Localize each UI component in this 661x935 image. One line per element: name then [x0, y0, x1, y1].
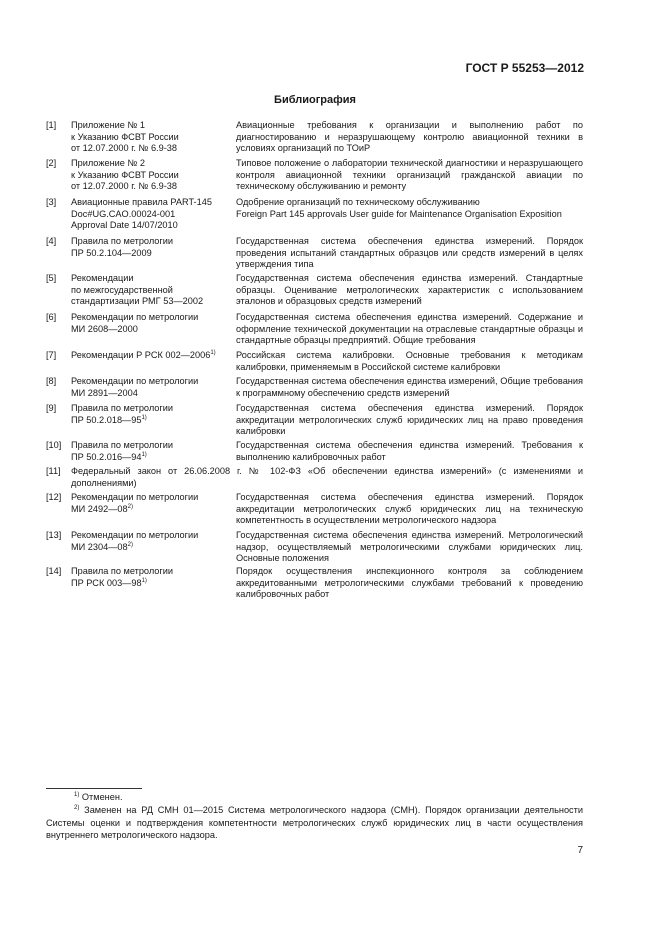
entry-source-line: МИ 2492—08$^{2)}$ [71, 503, 133, 514]
entry-description: Типовое положение о лаборатории технической диагностики и неразрушающего контроля авиационной техники организаций гражданской авиации по техническому обслуживанию и ремонту [236, 158, 583, 191]
entry-source-line: МИ 2304—08$^{2)}$ [71, 541, 133, 552]
entry-source [71, 312, 236, 335]
entry-description: Государственная система обеспечения единства измерений. Порядок проведения испытаний стандартных образцов или средств измерений в целях утверждения типа [236, 236, 583, 269]
entry-source [71, 236, 236, 259]
entry-source-line: Рекомендации по метрологии [71, 530, 199, 540]
entry-source-line: Рекомендации [71, 273, 134, 283]
entry-source-line: ПР 50.2.104—2009 [71, 247, 152, 258]
entry-source-line: Doc#UG.CAO.00024-001 [71, 208, 176, 219]
footnote-ref: 1) [141, 414, 147, 421]
entry-number: [8] [46, 376, 57, 386]
entry-source-line: от 12.07.2000 г. № 6.9-38 [71, 143, 177, 153]
entry-source-line: к Указанию ФСВТ России [71, 169, 179, 180]
entry-source-line: Рекомендации по метрологии [71, 492, 199, 502]
entry-source-line: стандартизации РМГ 53—2002 [71, 296, 204, 306]
entry-number: [4] [46, 236, 57, 246]
entry-number: [3] [46, 197, 57, 207]
entry-number: [5] [46, 273, 57, 283]
entry-source-line: от 12.07.2000 г. № 6.9-38 [71, 181, 177, 191]
entry-source-line: Приложение № 1 [71, 120, 145, 130]
entry-number: [2] [46, 158, 57, 168]
entry-source-line: Рекомендации по метрологии [71, 376, 199, 386]
entry-source-line: ПР 50.2.016—94$^{1)}$ [71, 451, 147, 462]
entry-source [71, 273, 236, 308]
entry-source [71, 440, 236, 463]
entry-source-line: по межгосударственной [71, 284, 173, 295]
entry-source-line: ПР РСК 003—98$^{1)}$ [71, 577, 147, 588]
entry-number: [6] [46, 312, 57, 322]
entry-source-line: Правила по метрологии [71, 566, 174, 576]
entry-source [71, 492, 236, 515]
entry-source-line: МИ 2891—2004 [71, 387, 138, 398]
footnote-divider [46, 788, 142, 789]
entry-description: Государственная система обеспечения единства измерений. Стандартные образцы. Оценивание метрологических характеристик с использованием эталонов и образцовых средств измерений [236, 273, 583, 306]
entry-number: [1] [46, 120, 57, 130]
footnote-1: $^{1)}$ Отменен. [74, 791, 123, 802]
entry-source-line: к Указанию ФСВТ России [71, 131, 179, 142]
entry-source-line: Правила по метрологии [71, 403, 174, 413]
entry-number: [7] [46, 350, 57, 360]
entry-description: Государственная система обеспечения единства измерений. Содержание и оформление технической документации на отраслевые стандартные образцы и стандартные образцы предприятий. Общие требования [236, 312, 583, 345]
entry-source-line: ПР 50.2.018—95$^{1)}$ [71, 414, 147, 425]
page-number: 7 [577, 845, 583, 856]
footnote-2: $^{2)}$ Заменен на РД СМН 01—2015 Система метрологического надзора (СМН). Порядок организации деятельности Системы оценки и подтверждения компетентности метрологических служб юридических лиц в части осуществления внутреннего метрологического надзора. [46, 804, 583, 840]
entry-source-line: Рекомендации по метрологии [71, 312, 199, 322]
entry-full-text: Федеральный закон от 26.06.2008 г. № 102-ФЗ «Об обеспечении единства измерений» (с изменениями и дополнениями) [71, 466, 583, 488]
entry-description: Российская система калибровки. Основные требования к методикам калибровки, применяемым в Российской системе калибровки [236, 350, 583, 372]
entry-source-line: Approval Date 14/07/2010 [71, 220, 178, 230]
entry-description: Порядок осуществления инспекционного контроля за соблюдением аккредитованными метрологическими службами требований к проведению калибровочных работ [236, 566, 583, 599]
footnote-ref: 2) [127, 503, 133, 510]
entry-source [71, 197, 236, 232]
entry-number: [12] [46, 492, 62, 502]
entry-description: Государственная система обеспечения единства измерений. Метрологический надзор, осуществляемый метрологическими службами юридических лиц. Основные положения [236, 530, 583, 563]
entry-description: Государственная система обеспечения единства измерений. Требования к выполнению калибровочных работ [236, 440, 583, 462]
entry-description: Государственная система обеспечения единства измерений, Общие требования к программному обеспечению средств измерений [236, 376, 583, 398]
entry-source-line: МИ 2608—2000 [71, 323, 138, 334]
page-title: Библиография [274, 94, 356, 106]
entry-number: [11] [46, 466, 61, 476]
entry-source-line: Приложение № 2 [71, 158, 145, 168]
entry-source [71, 566, 236, 589]
entry-number: [9] [46, 403, 57, 413]
entry-source-line: Авиационные правила PART-145 [71, 197, 212, 207]
entry-source-line: Рекомендации Р РСК 002—2006$^{1)}$ [71, 349, 216, 360]
footnote-ref: 2) [127, 541, 133, 548]
entry-description: Одобрение организаций по техническому обслуживанию Foreign Part 145 approvals User guide for Maintenance Organisation Exposition [236, 197, 562, 219]
entry-number: [14] [46, 566, 62, 576]
footnote-ref: 1) [141, 451, 147, 458]
entry-description: Государственная система обеспечения единства измерений. Порядок аккредитации метрологических служб юридических лиц на техническую компетентность в осуществлении метрологического надзора [236, 492, 583, 525]
entry-source [71, 530, 236, 553]
entry-source-line: Правила по метрологии [71, 236, 174, 246]
entry-source [71, 376, 236, 399]
entry-source [71, 350, 236, 362]
footnote-ref: 1) [141, 577, 147, 584]
entry-source [71, 158, 236, 193]
document-code: ГОСТ Р 55253—2012 [465, 61, 584, 75]
entry-description: Авиационные требования к организации и выполнению работ по диагностированию и неразрушающему контролю авиационной техники в условиях организаций по ТОиР [236, 120, 583, 153]
entry-number: [10] [46, 440, 62, 450]
entry-number: [13] [46, 530, 62, 540]
entry-source [71, 403, 236, 426]
entry-source-line: Правила по метрологии [71, 440, 174, 450]
footnote-ref: 1) [210, 349, 216, 356]
entry-source [71, 120, 236, 155]
entry-description: Государственная система обеспечения единства измерений. Порядок аккредитации метрологических служб юридических лиц на право проведения калибровки [236, 403, 583, 436]
